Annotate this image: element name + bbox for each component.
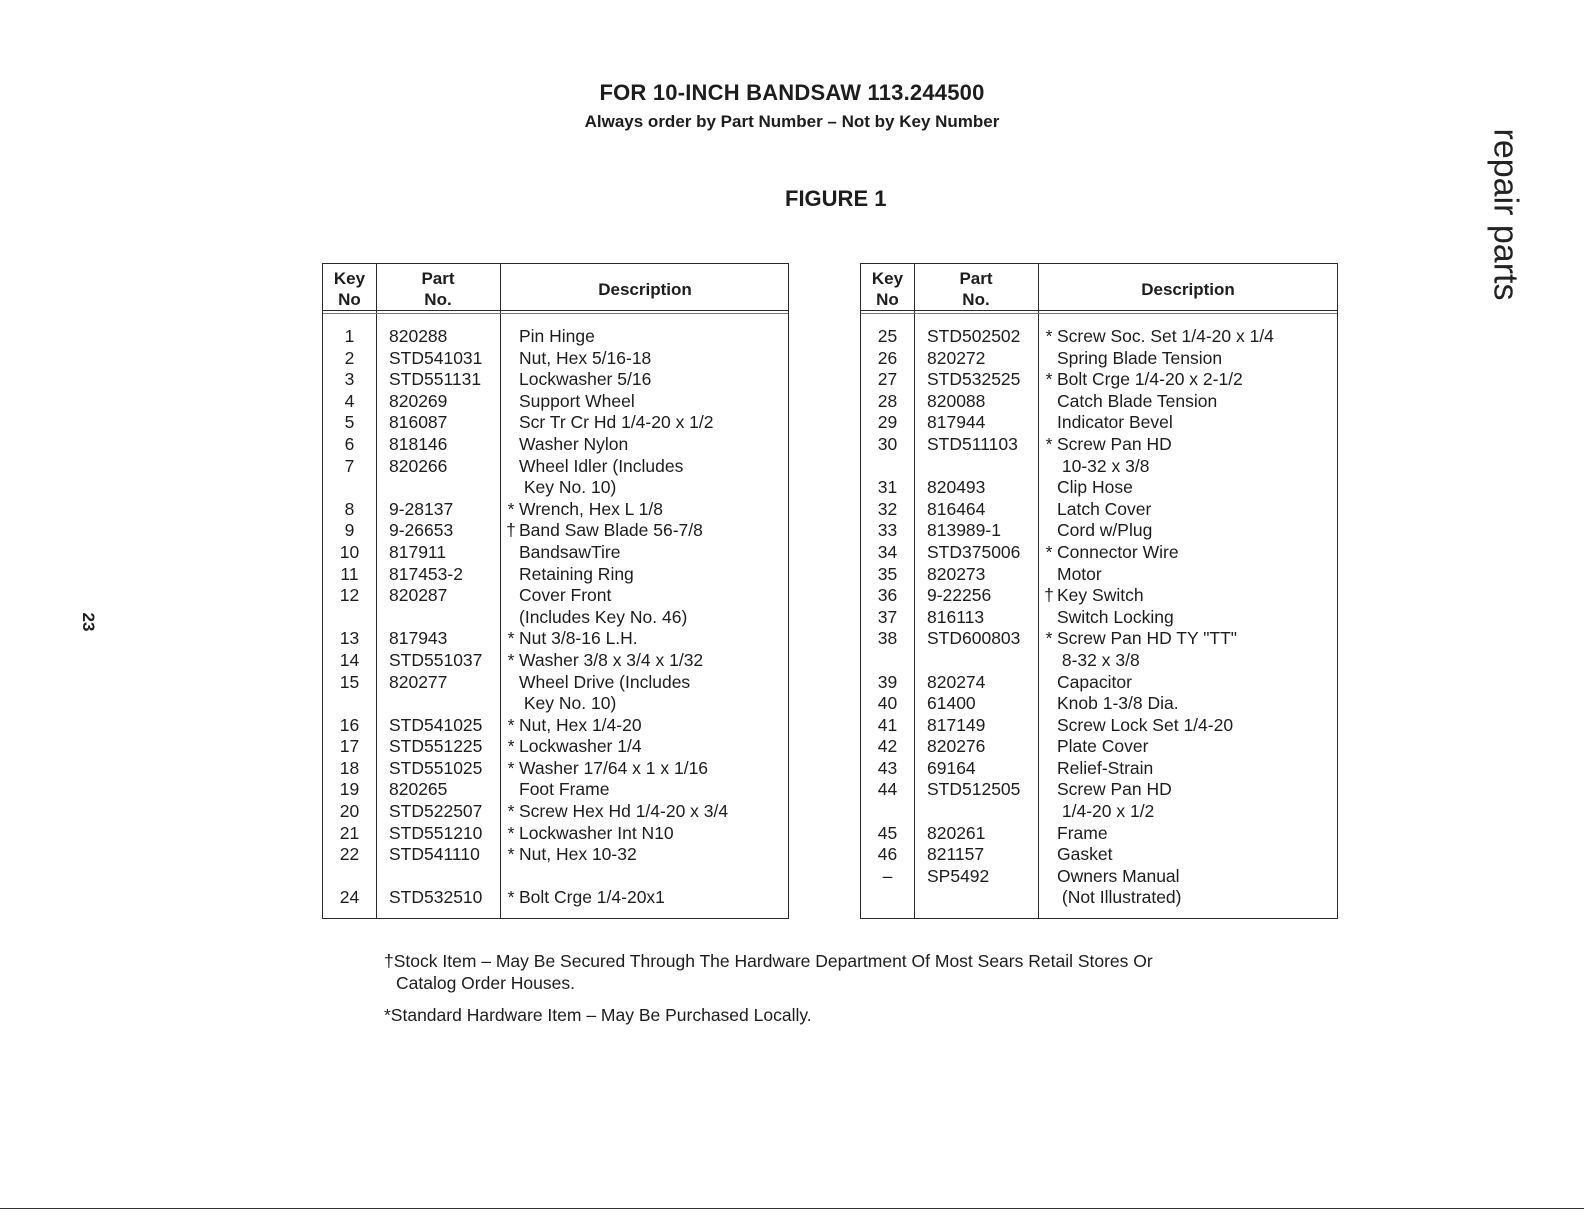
table-row — [861, 693, 1337, 715]
part-description: 10-32 x 3/8 — [1057, 455, 1150, 476]
part-number: STD551025 — [389, 757, 483, 778]
key-number: 35 — [877, 563, 898, 584]
key-number: 26 — [877, 347, 898, 368]
table-row — [861, 866, 1337, 888]
key-number: 3 — [344, 369, 355, 390]
table-row — [323, 758, 788, 780]
key-number: 46 — [877, 844, 898, 865]
table-row — [323, 585, 788, 607]
item-mark: † — [1044, 585, 1054, 606]
part-number: 820261 — [927, 822, 986, 843]
key-number: 1 — [344, 326, 355, 346]
table-row — [323, 520, 788, 542]
key-number: 8 — [344, 498, 355, 519]
part-number: STD541110 — [389, 844, 480, 865]
key-number: 16 — [339, 714, 360, 735]
part-description: Nut, Hex 1/4-20 — [519, 714, 642, 735]
table-row — [861, 823, 1337, 845]
part-description: 8-32 x 3/8 — [1057, 649, 1140, 670]
part-number: 820288 — [389, 326, 448, 346]
key-number: 44 — [877, 779, 898, 800]
part-number: STD551131 — [389, 369, 482, 390]
part-description: Scr Tr Cr Hd 1/4-20 x 1/2 — [519, 412, 714, 433]
part-number: STD551225 — [389, 736, 483, 757]
key-number: 27 — [877, 369, 898, 390]
part-description: Wheel Drive (Includes — [519, 671, 691, 692]
table-row — [861, 801, 1337, 823]
key-number: 34 — [877, 541, 898, 562]
part-description: Screw Pan HD — [1057, 779, 1172, 800]
part-description: Catch Blade Tension — [1057, 390, 1218, 411]
part-description: Nut, Hex 10-32 — [519, 844, 637, 865]
standard-hardware-footnote: *Standard Hardware Item – May Be Purchased Locally. — [384, 1005, 812, 1025]
key-number: 36 — [877, 585, 898, 606]
key-number: 40 — [877, 693, 898, 714]
part-number: 69164 — [927, 757, 976, 778]
key-number: 18 — [339, 757, 360, 778]
table-row — [861, 412, 1337, 434]
key-number: 38 — [877, 628, 898, 649]
part-description: Screw Hex Hd 1/4-20 x 3/4 — [519, 801, 729, 822]
table-row — [323, 369, 788, 391]
part-number: STD551037 — [389, 649, 483, 670]
part-description: Wheel Idler (Includes — [519, 455, 684, 476]
figure-label: FIGURE 1 — [785, 186, 887, 211]
item-mark: * — [507, 714, 515, 735]
stock-item-footnote: †Stock Item – May Be Secured Through The Hardware Department Of Most Sears Retail Stores Or Catalog Order Houses. — [384, 951, 1153, 993]
table-row — [323, 715, 788, 737]
key-number: 7 — [344, 455, 355, 476]
part-number: STD541025 — [389, 714, 483, 735]
part-description: Key No. 10) — [519, 477, 617, 498]
table-row — [861, 477, 1337, 499]
part-number: 820266 — [389, 455, 448, 476]
table-row — [323, 542, 788, 564]
part-number: 816087 — [389, 412, 448, 433]
part-description: Spring Blade Tension — [1057, 347, 1223, 368]
item-mark: * — [507, 801, 515, 822]
part-description: (Includes Key No. 46) — [519, 606, 688, 627]
item-mark: * — [507, 498, 515, 519]
parts-rows-left — [323, 326, 788, 909]
part-number: 820088 — [927, 390, 986, 411]
table-row — [323, 736, 788, 758]
description-header: Description — [598, 280, 692, 299]
key-number: 12 — [339, 585, 360, 606]
part-number: 820493 — [927, 477, 986, 498]
part-number: 9-26653 — [389, 520, 454, 541]
table-row — [861, 736, 1337, 758]
part-description: Indicator Bevel — [1057, 412, 1173, 433]
part-description: Screw Lock Set 1/4-20 — [1057, 714, 1234, 735]
part-number: STD502502 — [927, 326, 1021, 346]
part-number: 820274 — [927, 671, 986, 692]
table-row — [323, 348, 788, 370]
item-mark: * — [1045, 369, 1053, 390]
table-row — [861, 887, 1337, 909]
footnotes — [384, 950, 1284, 1036]
table-row — [323, 779, 788, 801]
table-row — [861, 434, 1337, 456]
key-number: 31 — [877, 477, 898, 498]
key-number: 45 — [877, 822, 898, 843]
key-number: 41 — [877, 714, 898, 735]
table-row — [323, 391, 788, 413]
part-number: STD532510 — [389, 887, 483, 908]
key-number: 24 — [339, 887, 360, 908]
key-number: 21 — [339, 822, 360, 843]
part-number: 818146 — [389, 433, 448, 454]
part-number: 9-28137 — [389, 498, 454, 519]
part-no-header: Part No. — [421, 269, 455, 309]
part-description: Clip Hose — [1057, 477, 1133, 498]
part-number: STD551210 — [389, 822, 483, 843]
part-number: STD522507 — [389, 801, 483, 822]
bottom-rule — [0, 1208, 1584, 1209]
table-row — [323, 628, 788, 650]
key-number: 9 — [344, 520, 355, 541]
part-description: Wrench, Hex L 1/8 — [519, 498, 663, 519]
part-description: BandsawTire — [519, 541, 621, 562]
page-number: 23 — [79, 612, 98, 632]
table-row — [861, 650, 1337, 672]
key-number: 32 — [877, 498, 898, 519]
key-number: 2 — [344, 347, 355, 368]
key-number: 25 — [877, 326, 898, 346]
table-row — [861, 715, 1337, 737]
part-number: 817944 — [927, 412, 986, 433]
part-description: Motor — [1057, 563, 1102, 584]
part-description: Foot Frame — [519, 779, 610, 800]
part-number: STD512505 — [927, 779, 1021, 800]
table-row — [323, 844, 788, 866]
part-number: 820273 — [927, 563, 986, 584]
key-number: 17 — [339, 736, 360, 757]
part-description: Screw Pan HD — [1057, 433, 1172, 454]
part-description: Washer Nylon — [519, 433, 629, 454]
table-row — [323, 499, 788, 521]
part-number: STD532525 — [927, 369, 1021, 390]
part-number: 820265 — [389, 779, 448, 800]
key-number: 11 — [340, 563, 359, 584]
part-description: Band Saw Blade 56-7/8 — [519, 520, 703, 541]
part-number: 817911 — [389, 541, 447, 562]
parts-rows-right — [861, 326, 1337, 909]
part-description: Capacitor — [1057, 671, 1132, 692]
table-row — [323, 823, 788, 845]
part-number: 817453-2 — [389, 563, 463, 584]
part-number: 820276 — [927, 736, 986, 757]
key-number: 13 — [339, 628, 360, 649]
key-number: 39 — [877, 671, 898, 692]
part-description: Bolt Crge 1/4-20x1 — [519, 887, 665, 908]
part-description: Key Switch — [1057, 585, 1144, 606]
key-number: 19 — [339, 779, 360, 800]
part-description: Switch Locking — [1057, 606, 1174, 627]
order-instruction: Always order by Part Number – Not by Key Number — [584, 112, 1000, 131]
table-row — [861, 607, 1337, 629]
part-description: Key No. 10) — [519, 693, 617, 714]
part-description: Cover Front — [519, 585, 612, 606]
part-description: Owners Manual — [1057, 865, 1180, 886]
description-header: Description — [1141, 280, 1235, 299]
table-row — [861, 672, 1337, 694]
key-number: 30 — [877, 433, 898, 454]
key-number: 22 — [339, 844, 360, 865]
key-no-header: Key No — [871, 269, 904, 309]
item-mark: * — [507, 844, 515, 865]
table-row — [861, 391, 1337, 413]
key-number: 20 — [339, 801, 360, 822]
part-description: Pin Hinge — [519, 326, 595, 346]
part-number: 820277 — [389, 671, 448, 692]
key-number: 6 — [344, 433, 355, 454]
part-description: Screw Pan HD TY "TT" — [1057, 628, 1238, 649]
parts-table-left — [322, 263, 789, 919]
key-number: 37 — [877, 606, 898, 627]
table-row — [323, 887, 788, 909]
table-row — [861, 779, 1337, 801]
table-row — [323, 607, 788, 629]
part-description: Plate Cover — [1057, 736, 1149, 757]
item-mark: * — [507, 628, 515, 649]
part-description: Knob 1-3/8 Dia. — [1057, 693, 1179, 714]
part-number: STD600803 — [927, 628, 1021, 649]
key-number: 5 — [344, 412, 355, 433]
table-row — [861, 564, 1337, 586]
key-number: 33 — [877, 520, 898, 541]
part-description: Bolt Crge 1/4-20 x 2-1/2 — [1057, 369, 1243, 390]
part-description: 1/4-20 x 1/2 — [1057, 801, 1155, 822]
item-mark: * — [1045, 326, 1053, 346]
part-description: Lockwasher 5/16 — [519, 369, 652, 390]
table-row — [861, 542, 1337, 564]
key-number: 43 — [877, 757, 898, 778]
part-number: 813989-1 — [927, 520, 1001, 541]
part-description: (Not Illustrated) — [1057, 887, 1182, 908]
item-mark: * — [1045, 541, 1053, 562]
item-mark: † — [506, 520, 516, 541]
table-row — [323, 672, 788, 694]
part-description: Relief-Strain — [1057, 757, 1154, 778]
item-mark: * — [507, 649, 515, 670]
item-mark: * — [1045, 433, 1053, 454]
part-number: 817149 — [927, 714, 986, 735]
table-row — [323, 326, 788, 348]
key-number: 42 — [877, 736, 898, 757]
part-description: Screw Soc. Set 1/4-20 x 1/4 — [1057, 326, 1274, 346]
table-row — [323, 866, 788, 888]
key-number: 15 — [339, 671, 360, 692]
table-row — [323, 801, 788, 823]
table-row — [861, 758, 1337, 780]
part-description: Gasket — [1057, 844, 1113, 865]
table-row — [323, 456, 788, 478]
part-number: STD541031 — [389, 347, 483, 368]
table-row — [861, 348, 1337, 370]
table-row — [861, 520, 1337, 542]
key-number: 28 — [877, 390, 898, 411]
table-row — [861, 844, 1337, 866]
table-row — [861, 499, 1337, 521]
document-title: FOR 10-INCH BANDSAW 113.244500 — [599, 80, 985, 105]
part-number: 821157 — [927, 844, 985, 865]
table-row — [861, 369, 1337, 391]
part-no-header: Part No. — [959, 269, 993, 309]
table-row — [861, 628, 1337, 650]
part-description: Retaining Ring — [519, 563, 634, 584]
table-row — [861, 585, 1337, 607]
key-number: – — [882, 865, 893, 886]
table-row — [861, 456, 1337, 478]
part-number: 820272 — [927, 347, 986, 368]
table-row — [323, 434, 788, 456]
key-no-header: Key No — [333, 269, 366, 309]
item-mark: * — [507, 822, 515, 843]
part-number: 820269 — [389, 390, 448, 411]
part-description: Connector Wire — [1057, 541, 1179, 562]
part-description: Washer 17/64 x 1 x 1/16 — [519, 757, 709, 778]
table-row — [323, 693, 788, 715]
key-number: 10 — [339, 541, 360, 562]
item-mark: * — [507, 736, 515, 757]
part-description: Washer 3/8 x 3/4 x 1/32 — [519, 649, 704, 670]
table-row — [861, 326, 1337, 348]
part-description: Support Wheel — [519, 390, 635, 411]
part-number: 817943 — [389, 628, 448, 649]
item-mark: * — [1045, 628, 1053, 649]
part-number: SP5492 — [927, 865, 990, 886]
part-number: 816113 — [927, 606, 985, 627]
part-description: Frame — [1057, 822, 1108, 843]
section-side-label: repair parts — [1486, 128, 1525, 301]
part-number: 9-22256 — [927, 585, 992, 606]
key-number: 4 — [344, 390, 355, 411]
part-number: STD511103 — [927, 433, 1018, 454]
item-mark: * — [507, 757, 515, 778]
part-number: 820287 — [389, 585, 448, 606]
part-description: Latch Cover — [1057, 498, 1152, 519]
part-description: Lockwasher Int N10 — [519, 822, 674, 843]
part-description: Nut, Hex 5/16-18 — [519, 347, 652, 368]
part-description: Lockwasher 1/4 — [519, 736, 642, 757]
part-description: Nut 3/8-16 L.H. — [519, 628, 638, 649]
part-number: 816464 — [927, 498, 986, 519]
key-number: 29 — [877, 412, 898, 433]
part-number: STD375006 — [927, 541, 1021, 562]
table-row — [323, 477, 788, 499]
table-row — [323, 564, 788, 586]
item-mark: * — [507, 887, 515, 908]
part-number: 61400 — [927, 693, 976, 714]
key-number: 14 — [339, 649, 360, 670]
table-row — [323, 650, 788, 672]
table-row — [323, 412, 788, 434]
parts-table-right — [860, 263, 1338, 919]
part-description: Cord w/Plug — [1057, 520, 1153, 541]
